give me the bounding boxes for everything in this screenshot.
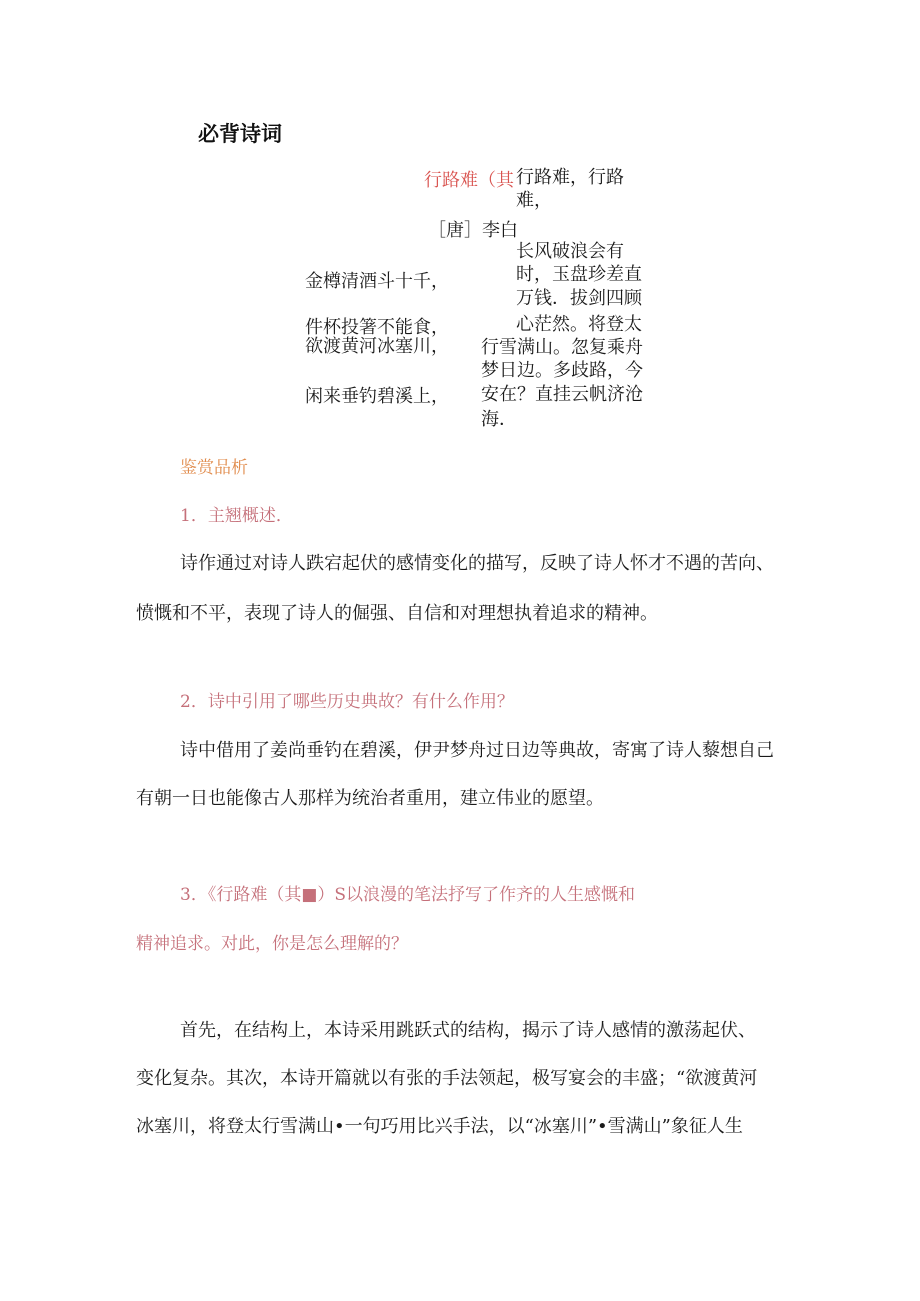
answer-2-line-2: 有朝一日也能像古人那样为统治者重用，建立伟业的愿望。	[136, 788, 604, 809]
question-1: 1．主翘概述．	[180, 506, 293, 526]
poem-right-1: 行路难，行路	[516, 167, 624, 188]
question-2: 2．诗中引用了哪些历史典故？有什么作用？	[180, 692, 514, 712]
poem-right-2: 难，	[516, 190, 552, 211]
question-3-line-1: 3．《行路难（其■）S以浪漫的笔法抒写了作齐的人生感慨和	[180, 885, 636, 905]
answer-3-line-3: 冰塞川，将登太行雪满山•一句巧用比兴手法，以“冰塞川”•雪满山”象征人生	[136, 1116, 743, 1137]
analysis-label: 鉴赏品析	[180, 458, 248, 478]
poem-right-3: 长风破浪会有	[516, 241, 624, 262]
poem-line-2: 件杯投箸不能食，	[305, 317, 449, 338]
answer-3-line-2: 变化复杂。其次，本诗开篇就以有张的手法领起，极写宴会的丰盛；“欲渡黄河	[136, 1068, 758, 1089]
answer-2-line-1: 诗中借用了姜尚垂钓在碧溪，伊尹梦舟过日边等典故，寄寓了诗人藜想自己	[180, 740, 774, 761]
poem-author: ［唐］李白	[428, 220, 518, 241]
poem-line-1: 金樽清酒斗十千，	[305, 271, 449, 292]
poem-title: 行路难（其	[424, 170, 514, 191]
poem-right-9: 安在？直挂云帆济沧	[481, 384, 643, 405]
poem-right-8: 梦日边。多歧路，今	[481, 360, 643, 381]
poem-right-10: 海．	[481, 409, 517, 430]
answer-3-line-1: 首先，在结构上，本诗采用跳跃式的结构，揭示了诗人感情的激荡起伏、	[180, 1020, 756, 1041]
poem-right-6: 心茫然。将登太	[516, 314, 642, 335]
answer-1-line-2: 愤慨和不平，表现了诗人的倔强、自信和对理想执着追求的精神。	[136, 603, 658, 624]
poem-right-7: 行雪满山。忽复乘舟	[481, 337, 643, 358]
answer-1-line-1: 诗作通过对诗人跌宕起伏的感情变化的描写，反映了诗人怀才不遇的苦向、	[180, 553, 774, 574]
poem-line-3: 欲渡黄河冰塞川，	[305, 336, 449, 357]
question-3-line-2: 精神追求。对此，你是怎么理解的？	[136, 934, 408, 954]
poem-line-4: 闲来垂钓碧溪上，	[305, 386, 449, 407]
poem-right-4: 时，玉盘珍差直	[516, 264, 642, 285]
page-title: 必背诗词	[198, 122, 282, 146]
poem-right-5: 万钱．拔剑四顾	[516, 288, 642, 309]
